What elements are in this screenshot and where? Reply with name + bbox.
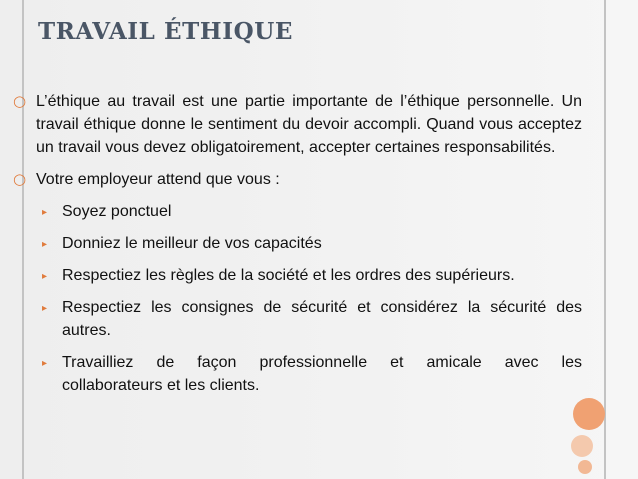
- decorative-light-circle: [571, 435, 593, 457]
- sub-bullet-item: [12, 200, 582, 223]
- sub-bullet-item: [12, 264, 582, 287]
- sub-bullet-item: [12, 232, 582, 255]
- sub-bullet-text: Respectiez les consignes de sécurité et considérez la sécurité des autres.: [62, 299, 582, 339]
- triangle-bullet-icon: ▸: [42, 271, 48, 282]
- bullet-text: L’éthique au travail est une partie importante de l’éthique personnelle. Un travail éthique donne le sentiment du devoir accompli. Quand vous acceptez un travail vous devez obligatoirement, accepter certaines responsabilités.: [36, 93, 582, 156]
- hollow-circle-bullet-icon: ○: [13, 92, 27, 110]
- sub-bullet-text: Respectiez les règles de la société et les ordres des supérieurs.: [62, 267, 515, 284]
- triangle-bullet-icon: ▸: [42, 239, 48, 250]
- sub-bullet-item: [12, 296, 582, 342]
- decorative-orange-circle: [573, 398, 605, 430]
- sub-bullet-item: [12, 351, 582, 397]
- bullet-item: [12, 168, 582, 191]
- decorative-small-circle: [578, 460, 592, 474]
- triangle-bullet-icon: ▸: [42, 303, 48, 314]
- sub-bullet-text: Soyez ponctuel: [62, 203, 172, 220]
- triangle-bullet-icon: ▸: [42, 207, 48, 218]
- hollow-circle-bullet-icon: ○: [13, 170, 27, 188]
- slide-content: [12, 90, 582, 406]
- triangle-bullet-icon: ▸: [42, 358, 48, 369]
- sub-bullet-text-line: collaborateurs et les clients.: [62, 377, 260, 394]
- bullet-text: Votre employeur attend que vous :: [36, 171, 280, 188]
- sub-bullet-text-line: Travailliez de façon professionnelle et amicale avec les: [62, 354, 582, 371]
- bullet-item: [12, 90, 582, 159]
- sub-bullet-text: Donniez le meilleur de vos capacités: [62, 235, 322, 252]
- slide-title: TRAVAIL ÉTHIQUE: [38, 18, 294, 45]
